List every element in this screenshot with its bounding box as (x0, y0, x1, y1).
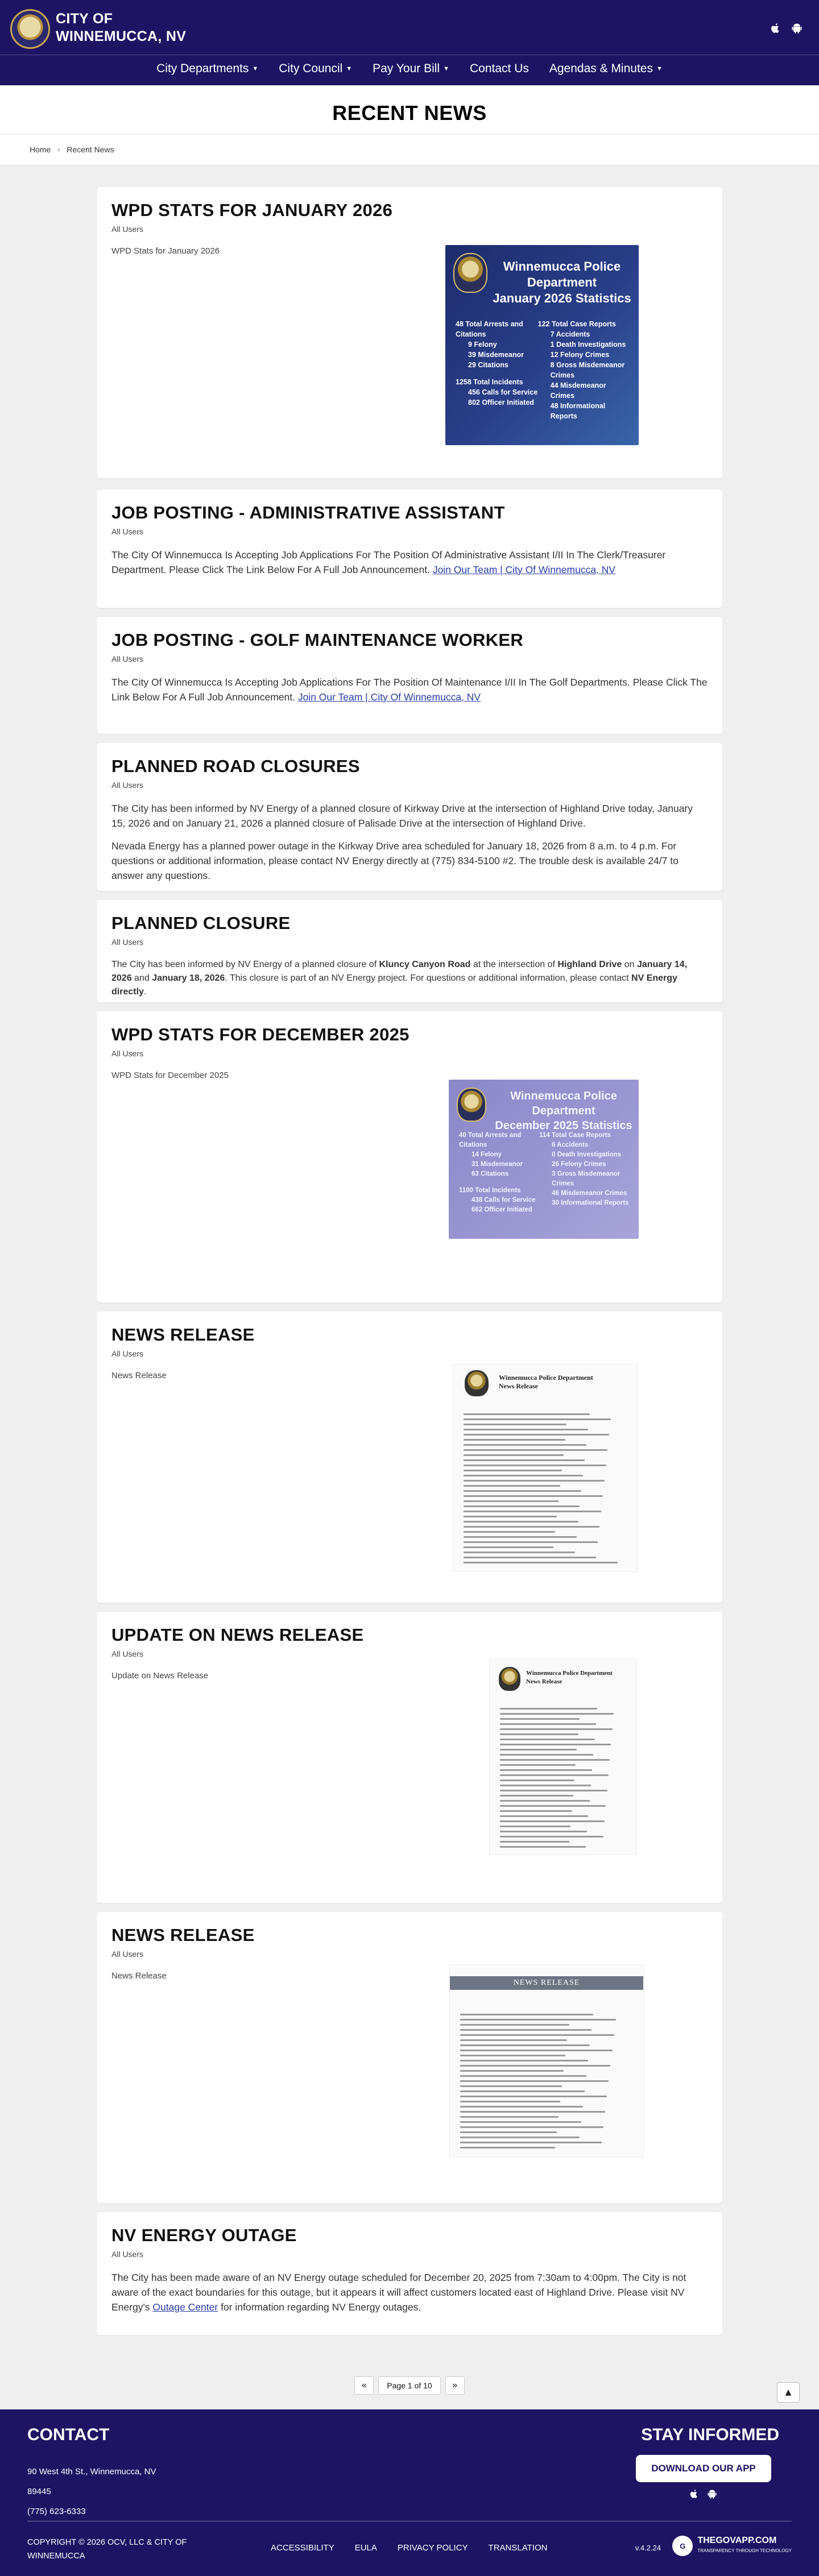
stats-line: 29 Citations (468, 361, 508, 369)
police-badge-icon (457, 1088, 486, 1122)
doc-text-line (464, 1552, 575, 1553)
doc-text-line (464, 1444, 586, 1446)
pagination (0, 2376, 819, 2395)
doc-text-line (460, 2014, 593, 2015)
doc-text-line (460, 2029, 592, 2031)
doc-text-line (500, 1708, 597, 1710)
stats-line: 40 Total Arrests and Citations (459, 1132, 522, 1148)
footer-store-links (689, 2489, 717, 2502)
update-news-release-document[interactable] (489, 1658, 637, 1855)
doc-text-line (464, 1505, 580, 1507)
doc-text-line (464, 1465, 606, 1466)
doc-text-line (464, 1485, 560, 1487)
stats-spacer (459, 1179, 539, 1186)
stats-spacer (456, 370, 538, 377)
doc-text-line (460, 2075, 586, 2077)
doc-text-line (460, 2111, 605, 2113)
post-description: WPD Stats for January 2026 (111, 246, 220, 256)
post-audience: All Users (111, 1349, 144, 1358)
doc-text-line (500, 1795, 573, 1797)
news-post[interactable] (97, 1011, 722, 1302)
stats-line: 31 Misdemeanor (471, 1161, 523, 1168)
stats-line: 1258 Total Incidents (456, 378, 523, 386)
footer-links (271, 2543, 547, 2553)
stats-left-column (456, 319, 538, 421)
doc-text-line (500, 1744, 611, 1745)
doc-text-line (464, 1546, 553, 1548)
doc-text-line (464, 1480, 605, 1482)
news-post[interactable] (97, 187, 722, 478)
doc-text-line (464, 1439, 565, 1441)
news-post[interactable] (97, 1312, 722, 1603)
footer-link-privacy[interactable]: PRIVACY POLICY (397, 2543, 468, 2553)
stats-line: 0 Death Investigations (552, 1151, 622, 1158)
address-line1[interactable]: 90 West 4th St., Winnemucca, NV (27, 2467, 156, 2477)
doc-text-line (500, 1831, 587, 1832)
job-link[interactable]: Join Our Team | City Of Winnemucca, NV (297, 691, 481, 703)
doc-text-line (460, 2147, 555, 2148)
doc-text-line (460, 2096, 607, 2097)
stats-line: 48 Total Arrests and Citations (456, 320, 523, 338)
breadcrumb-home[interactable]: Home (30, 145, 51, 154)
app-version: v.4.2.24 (635, 2544, 661, 2552)
news-release-document[interactable] (449, 1964, 644, 2158)
chevron-right-icon: › (57, 146, 60, 154)
stats-line: 802 Officer Initiated (468, 399, 535, 406)
caret-down-icon: ▼ (443, 65, 449, 72)
stats-line: 438 Calls for Service (471, 1197, 536, 1204)
govapp-tagline: TRANSPARENCY THROUGH TECHNOLOGY (697, 2548, 792, 2553)
doc-text-line (460, 2131, 557, 2133)
doc-text-line (464, 1562, 618, 1563)
doc-text-line (500, 1759, 610, 1761)
post-description: News Release (111, 1971, 167, 1981)
stats-line: 39 Misdemeanor (468, 351, 524, 359)
site-title[interactable] (56, 10, 186, 45)
dec-stats-graphic[interactable] (449, 1080, 639, 1239)
contact-heading: CONTACT (27, 2425, 110, 2444)
nav-city-departments[interactable]: City Departments ▼ (156, 62, 259, 75)
doc-text-line (464, 1459, 585, 1461)
post-audience: All Users (111, 1049, 144, 1058)
doc-text-line (464, 1500, 559, 1502)
doc-text-line (460, 2019, 616, 2021)
doc-header: Winnemucca Police Department News Release (499, 1374, 593, 1390)
stats-line: 662 Officer Initiated (471, 1206, 532, 1213)
police-badge-icon (499, 1667, 520, 1691)
news-post[interactable] (97, 1912, 722, 2203)
post-body: The City has been made aware of an NV Energy outage scheduled for December 20, 2025 from 7:30am to 4:00pm. The City is not aware of the exact boundaries for this outage, but it appears it will affect customers located east of Highland Drive. Please visit NV Energy's Outage Center for information regarding NV Energy outages. (111, 2272, 686, 2313)
doc-text-line (464, 1511, 601, 1512)
post-description: WPD Stats for December 2025 (111, 1071, 229, 1080)
govapp-mark-icon: G (672, 2536, 693, 2556)
stats-right-column (539, 1131, 631, 1215)
doc-text-line (464, 1490, 581, 1492)
stats-line: 122 Total Case Reports (537, 320, 616, 328)
doc-text-line (460, 2070, 564, 2072)
doc-text-line (460, 2060, 588, 2061)
address-line2: 89445 (27, 2487, 51, 2496)
post-title[interactable]: PLANNED CLOSURE (111, 913, 291, 933)
site-title-line2: WINNEMUCCA, NV (56, 28, 187, 44)
doc-text-line (460, 2050, 613, 2051)
stats-line: 6 Accidents (552, 1142, 589, 1148)
doc-text-line (464, 1475, 583, 1476)
stats-right-column (538, 319, 631, 421)
double-chevron-right-icon[interactable]: » (445, 2376, 465, 2395)
chevron-up-icon[interactable]: ▲ (777, 2382, 800, 2403)
doc-text-line (464, 1429, 588, 1430)
post-body: The City has been informed by NV Energy of a planned closure of Kluncy Canyon Road at the intersection of Highland Drive on January 14, 2026 and January 18, 2026. This closure is part of an NV Energy project. For questions or additional information, please contact NV Energy directly. (111, 960, 688, 997)
copyright: COPYRIGHT © 2026 OCV, LLC & CITY OF WINNEMUCCA (27, 2538, 187, 2561)
footer-link-accessibility[interactable]: ACCESSIBILITY (271, 2543, 334, 2553)
govapp-logo[interactable] (672, 2536, 792, 2556)
post-body: The City Of Winnemucca Is Accepting Job Applications For The Position Of Maintenance I/II In The Golf Departments. Please Click The Link Below For A Full Job Announcement. Join Our Team | City Of Winnemucca, NV (111, 677, 708, 703)
doc-text-line (460, 2106, 583, 2108)
nav-pay-your-bill[interactable]: Pay Your Bill ▼ (373, 62, 449, 75)
stats-line: 44 Misdemeanor Crimes (550, 381, 606, 400)
doc-header: Winnemucca Police Department News Release (526, 1670, 613, 1685)
doc-text-line (460, 2121, 581, 2123)
stats-line: 114 Total Case Reports (539, 1132, 611, 1139)
doc-text-line (460, 2085, 562, 2087)
phone-number[interactable]: (775) 623-6333 (27, 2507, 86, 2516)
doc-text-line (460, 2055, 565, 2056)
site-footer (0, 2409, 819, 2576)
site-title-line1: CITY OF (56, 11, 113, 27)
city-seal-logo[interactable] (10, 9, 50, 49)
doc-text-line (460, 2065, 610, 2067)
footer-link-eula[interactable]: EULA (354, 2543, 377, 2553)
doc-text-line (464, 1557, 596, 1558)
doc-text-line (460, 2126, 603, 2128)
stats-line: 30 Informational Reports (552, 1200, 629, 1206)
doc-banner: NEWS RELEASE (450, 1976, 643, 1990)
doc-text-line (460, 2024, 569, 2026)
doc-text-line (500, 1739, 595, 1740)
news-post[interactable] (97, 900, 722, 1002)
stay-informed-heading: STAY INFORMED (641, 2425, 779, 2444)
doc-text-line (464, 1434, 609, 1436)
stats-line: 7 Accidents (550, 330, 590, 338)
android-icon[interactable] (792, 23, 802, 37)
post-title[interactable]: WPD STATS FOR JANUARY 2026 (111, 200, 393, 220)
post-title[interactable]: UPDATE ON NEWS RELEASE (111, 1625, 364, 1645)
android-icon[interactable] (708, 2489, 717, 2502)
doc-text-line (464, 1536, 577, 1538)
stats-line: 14 Felony (471, 1151, 502, 1158)
police-badge-icon (453, 253, 487, 293)
apple-icon[interactable] (770, 23, 780, 37)
doc-text-line (500, 1733, 578, 1735)
news-list (0, 164, 819, 2416)
post-title[interactable]: PLANNED ROAD CLOSURES (111, 756, 360, 776)
doc-text-line (500, 1841, 569, 1843)
stats-line: 46 Misdemeanor Crimes (552, 1190, 627, 1197)
doc-text-line (460, 2137, 580, 2138)
site-header (0, 0, 819, 85)
doc-text-line (500, 1820, 605, 1822)
caret-down-icon: ▼ (252, 65, 259, 72)
doc-text-line (464, 1531, 555, 1533)
post-title[interactable]: NV ENERGY OUTAGE (111, 2225, 297, 2245)
post-audience: All Users (111, 2250, 144, 2259)
stats-heading: Winnemucca Police Department December 2025 Statistics (495, 1090, 632, 1132)
doc-text-line (500, 1764, 576, 1766)
contact-address (27, 2462, 156, 2521)
stats-heading: Winnemucca Police Department January 2026 Statistics (493, 259, 631, 305)
post-body: The City has been informed by NV Energy of a planned closure of Kirkway Drive at the intersection of Highland Drive today, January 15, 2026 and on January 21, 2026 a planned closure of Palisade Drive at the intersection of Highland Drive. Nevada Energy has a planned power outage in the Kirkway Drive area scheduled for January 18, 2026 from 8 a.m. to 4 p.m. For questions or additional information, please contact NV Energy directly at (775) 834-5100 #2. The trouble desk is available 24/7 to answer any questions. (111, 803, 693, 881)
doc-text-line (500, 1749, 577, 1750)
post-description: Update on News Release (111, 1671, 209, 1681)
post-audience: All Users (111, 781, 144, 790)
doc-text-line (464, 1541, 598, 1543)
doc-text-line (500, 1800, 590, 1802)
caret-down-icon: ▼ (656, 65, 663, 72)
doc-text-line (500, 1805, 606, 1807)
breadcrumb-current: Recent News (67, 145, 114, 154)
doc-text-line (464, 1526, 599, 1528)
job-link[interactable]: Join Our Team | City Of Winnemucca, NV (432, 564, 616, 575)
post-title[interactable]: NEWS RELEASE (111, 1925, 255, 1945)
stats-line: 8 Gross Misdemeanor Crimes (550, 361, 625, 379)
doc-text-line (460, 2090, 585, 2092)
stats-line: 3 Gross Misdemeanor Crimes (552, 1171, 621, 1187)
doc-text-line (464, 1424, 566, 1425)
stats-line: 26 Felony Crimes (552, 1161, 606, 1168)
doc-text-line (500, 1723, 596, 1725)
stats-line: 456 Calls for Service (468, 388, 538, 396)
doc-text-line (500, 1713, 614, 1715)
post-title[interactable]: JOB POSTING - GOLF MAINTENANCE WORKER (111, 630, 524, 650)
police-badge-icon (465, 1370, 489, 1396)
doc-text-line (460, 2034, 614, 2036)
post-title[interactable]: WPD STATS FOR DECEMBER 2025 (111, 1024, 410, 1044)
doc-text-line (500, 1718, 580, 1720)
doc-text-line (460, 2080, 609, 2082)
govapp-brand: THEGOVAPP.COM (697, 2536, 777, 2545)
breadcrumb (0, 135, 819, 164)
post-audience: All Users (111, 225, 144, 234)
post-title[interactable]: NEWS RELEASE (111, 1325, 255, 1345)
doc-text-line (464, 1418, 611, 1420)
doc-text-line (464, 1454, 564, 1456)
news-post[interactable] (97, 617, 722, 734)
caret-down-icon: ▼ (346, 65, 353, 72)
stats-line: 48 Informational Reports (550, 402, 606, 420)
apple-icon[interactable] (689, 2489, 698, 2502)
nav-contact-us[interactable]: Contact Us (469, 62, 529, 75)
post-description: News Release (111, 1371, 167, 1380)
doc-text-line (500, 1728, 613, 1730)
header-store-links (770, 23, 802, 37)
news-post[interactable] (97, 490, 722, 608)
doc-text-line (460, 2039, 567, 2041)
doc-text-line (500, 1846, 586, 1848)
doc-text-line (500, 1826, 570, 1827)
doc-text-line (464, 1521, 578, 1523)
post-title[interactable]: JOB POSTING - ADMINISTRATIVE ASSISTANT (111, 503, 505, 522)
doc-text-line (464, 1516, 557, 1517)
doc-text-line (500, 1790, 607, 1791)
news-post[interactable] (97, 743, 722, 891)
doc-text-line (500, 1785, 591, 1786)
post-audience: All Users (111, 938, 144, 947)
outage-center-link[interactable]: Outage Center (152, 2301, 218, 2313)
stats-line: 63 Citations (471, 1171, 509, 1177)
post-audience: All Users (111, 654, 144, 663)
news-post[interactable] (97, 2212, 722, 2335)
doc-text-line (460, 2044, 590, 2046)
post-audience: All Users (111, 527, 144, 536)
double-chevron-left-icon[interactable]: « (354, 2376, 374, 2395)
jan-stats-graphic[interactable] (445, 245, 639, 445)
news-post[interactable] (97, 1612, 722, 1903)
footer-link-translation[interactable]: TRANSLATION (488, 2543, 548, 2553)
doc-text-line (460, 2116, 559, 2118)
doc-text-line (500, 1754, 593, 1756)
stats-left-column (459, 1131, 539, 1215)
post-body: The City Of Winnemucca Is Accepting Job Applications For The Position Of Administrative Assistant I/II In The Clerk/Treasurer Department. Please Click The Link Below For A Full Job Announcement. Join Our Team | City Of Winnemucca, NV (111, 549, 666, 575)
nav-city-council[interactable]: City Council ▼ (279, 62, 353, 75)
doc-text-line (500, 1810, 572, 1812)
doc-text-line (500, 1769, 592, 1771)
stats-line: 9 Felony (468, 341, 497, 349)
doc-text-line (464, 1495, 603, 1497)
post-audience: All Users (111, 1949, 144, 1959)
doc-text-line (464, 1470, 562, 1471)
doc-text-line (464, 1413, 590, 1415)
news-release-document[interactable] (453, 1364, 638, 1572)
doc-text-line (500, 1774, 609, 1776)
stats-line: 12 Felony Crimes (550, 351, 610, 359)
doc-text-line (500, 1836, 603, 1837)
doc-text-line (464, 1449, 607, 1451)
doc-text-line (460, 2142, 602, 2143)
doc-text-line (500, 1815, 588, 1817)
doc-text-line (460, 2101, 560, 2102)
page-indicator: Page 1 of 10 (378, 2376, 440, 2395)
doc-text-line (500, 1779, 574, 1781)
main-nav (0, 59, 819, 79)
post-audience: All Users (111, 1649, 144, 1658)
stats-line: 1100 Total Incidents (459, 1187, 521, 1194)
download-app-button[interactable]: DOWNLOAD OUR APP (636, 2455, 771, 2482)
stats-line: 1 Death Investigations (550, 341, 626, 349)
nav-agendas-minutes[interactable]: Agendas & Minutes ▼ (549, 62, 663, 75)
page-title: RECENT NEWS (332, 101, 487, 125)
